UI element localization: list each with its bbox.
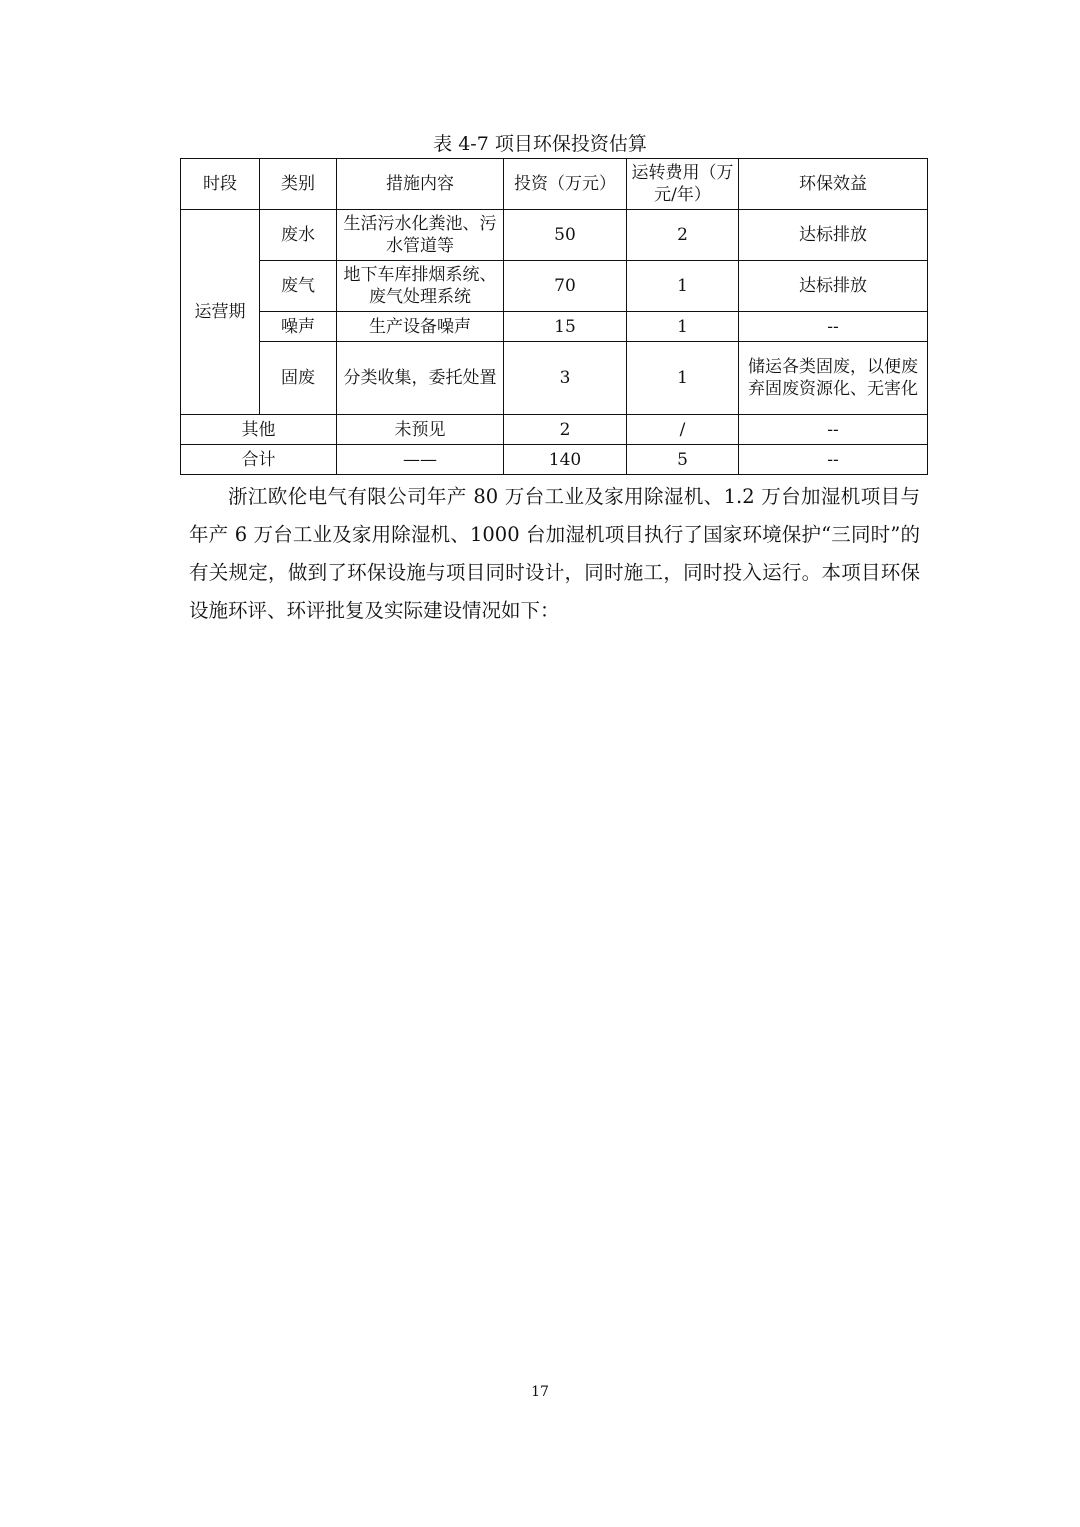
other-label-cell: 其他 [181, 415, 337, 445]
benefit-cell: -- [739, 445, 928, 475]
table-row [181, 261, 928, 312]
category-cell: 噪声 [260, 312, 337, 342]
investment-cell: 15 [504, 312, 627, 342]
header-measure: 措施内容 [337, 159, 504, 210]
operating-cost-cell: 1 [627, 312, 739, 342]
body-paragraph: 浙江欧伦电气有限公司年产 80 万台工业及家用除湿机、1.2 万台加湿机项目与年产 6 万台工业及家用除湿机、1000 台加湿机项目执行了国家环境保护“三同时”的有关规定，做到了环保设施与项目同时设计，同时施工，同时投入运行。本项目环保设施环评、环评批复及实际建设情况如下： [189, 485, 920, 622]
measure-cell: —— [337, 445, 504, 475]
measure-cell: 未预见 [337, 415, 504, 445]
benefit-cell: 达标排放 [739, 210, 928, 261]
header-category: 类别 [260, 159, 337, 210]
table-caption: 表 4-7 项目环保投资估算 [433, 133, 647, 155]
table-row-other [181, 415, 928, 445]
operating-cost-cell: 2 [627, 210, 739, 261]
measure-cell: 分类收集，委托处置 [337, 342, 504, 415]
table-row-total [181, 445, 928, 475]
total-investment-cell: 140 [504, 445, 627, 475]
operating-cost-cell: / [627, 415, 739, 445]
header-operating-cost: 运转费用（万元/年） [627, 159, 739, 210]
benefit-cell: -- [739, 415, 928, 445]
table-row [181, 210, 928, 261]
benefit-cell: -- [739, 312, 928, 342]
benefit-cell: 储运各类固废，以便废弃固废资源化、无害化 [739, 342, 928, 415]
investment-cell: 3 [504, 342, 627, 415]
operation-period-cell: 运营期 [181, 210, 260, 415]
table-row [181, 312, 928, 342]
table-header-row [181, 159, 928, 210]
category-cell: 废水 [260, 210, 337, 261]
category-cell: 废气 [260, 261, 337, 312]
operating-cost-cell: 1 [627, 261, 739, 312]
environmental-investment-table [180, 158, 928, 475]
table-row [181, 342, 928, 415]
header-investment: 投资（万元） [504, 159, 627, 210]
total-operating-cost-cell: 5 [627, 445, 739, 475]
benefit-cell: 达标排放 [739, 261, 928, 312]
header-period: 时段 [181, 159, 260, 210]
header-benefit: 环保效益 [739, 159, 928, 210]
total-label-cell: 合计 [181, 445, 337, 475]
measure-cell: 生活污水化粪池、污水管道等 [337, 210, 504, 261]
category-cell: 固废 [260, 342, 337, 415]
measure-cell: 生产设备噪声 [337, 312, 504, 342]
investment-cell: 70 [504, 261, 627, 312]
page-number: 17 [531, 1384, 549, 1400]
investment-cell: 2 [504, 415, 627, 445]
investment-cell: 50 [504, 210, 627, 261]
measure-cell: 地下车库排烟系统、废气处理系统 [337, 261, 504, 312]
operating-cost-cell: 1 [627, 342, 739, 415]
